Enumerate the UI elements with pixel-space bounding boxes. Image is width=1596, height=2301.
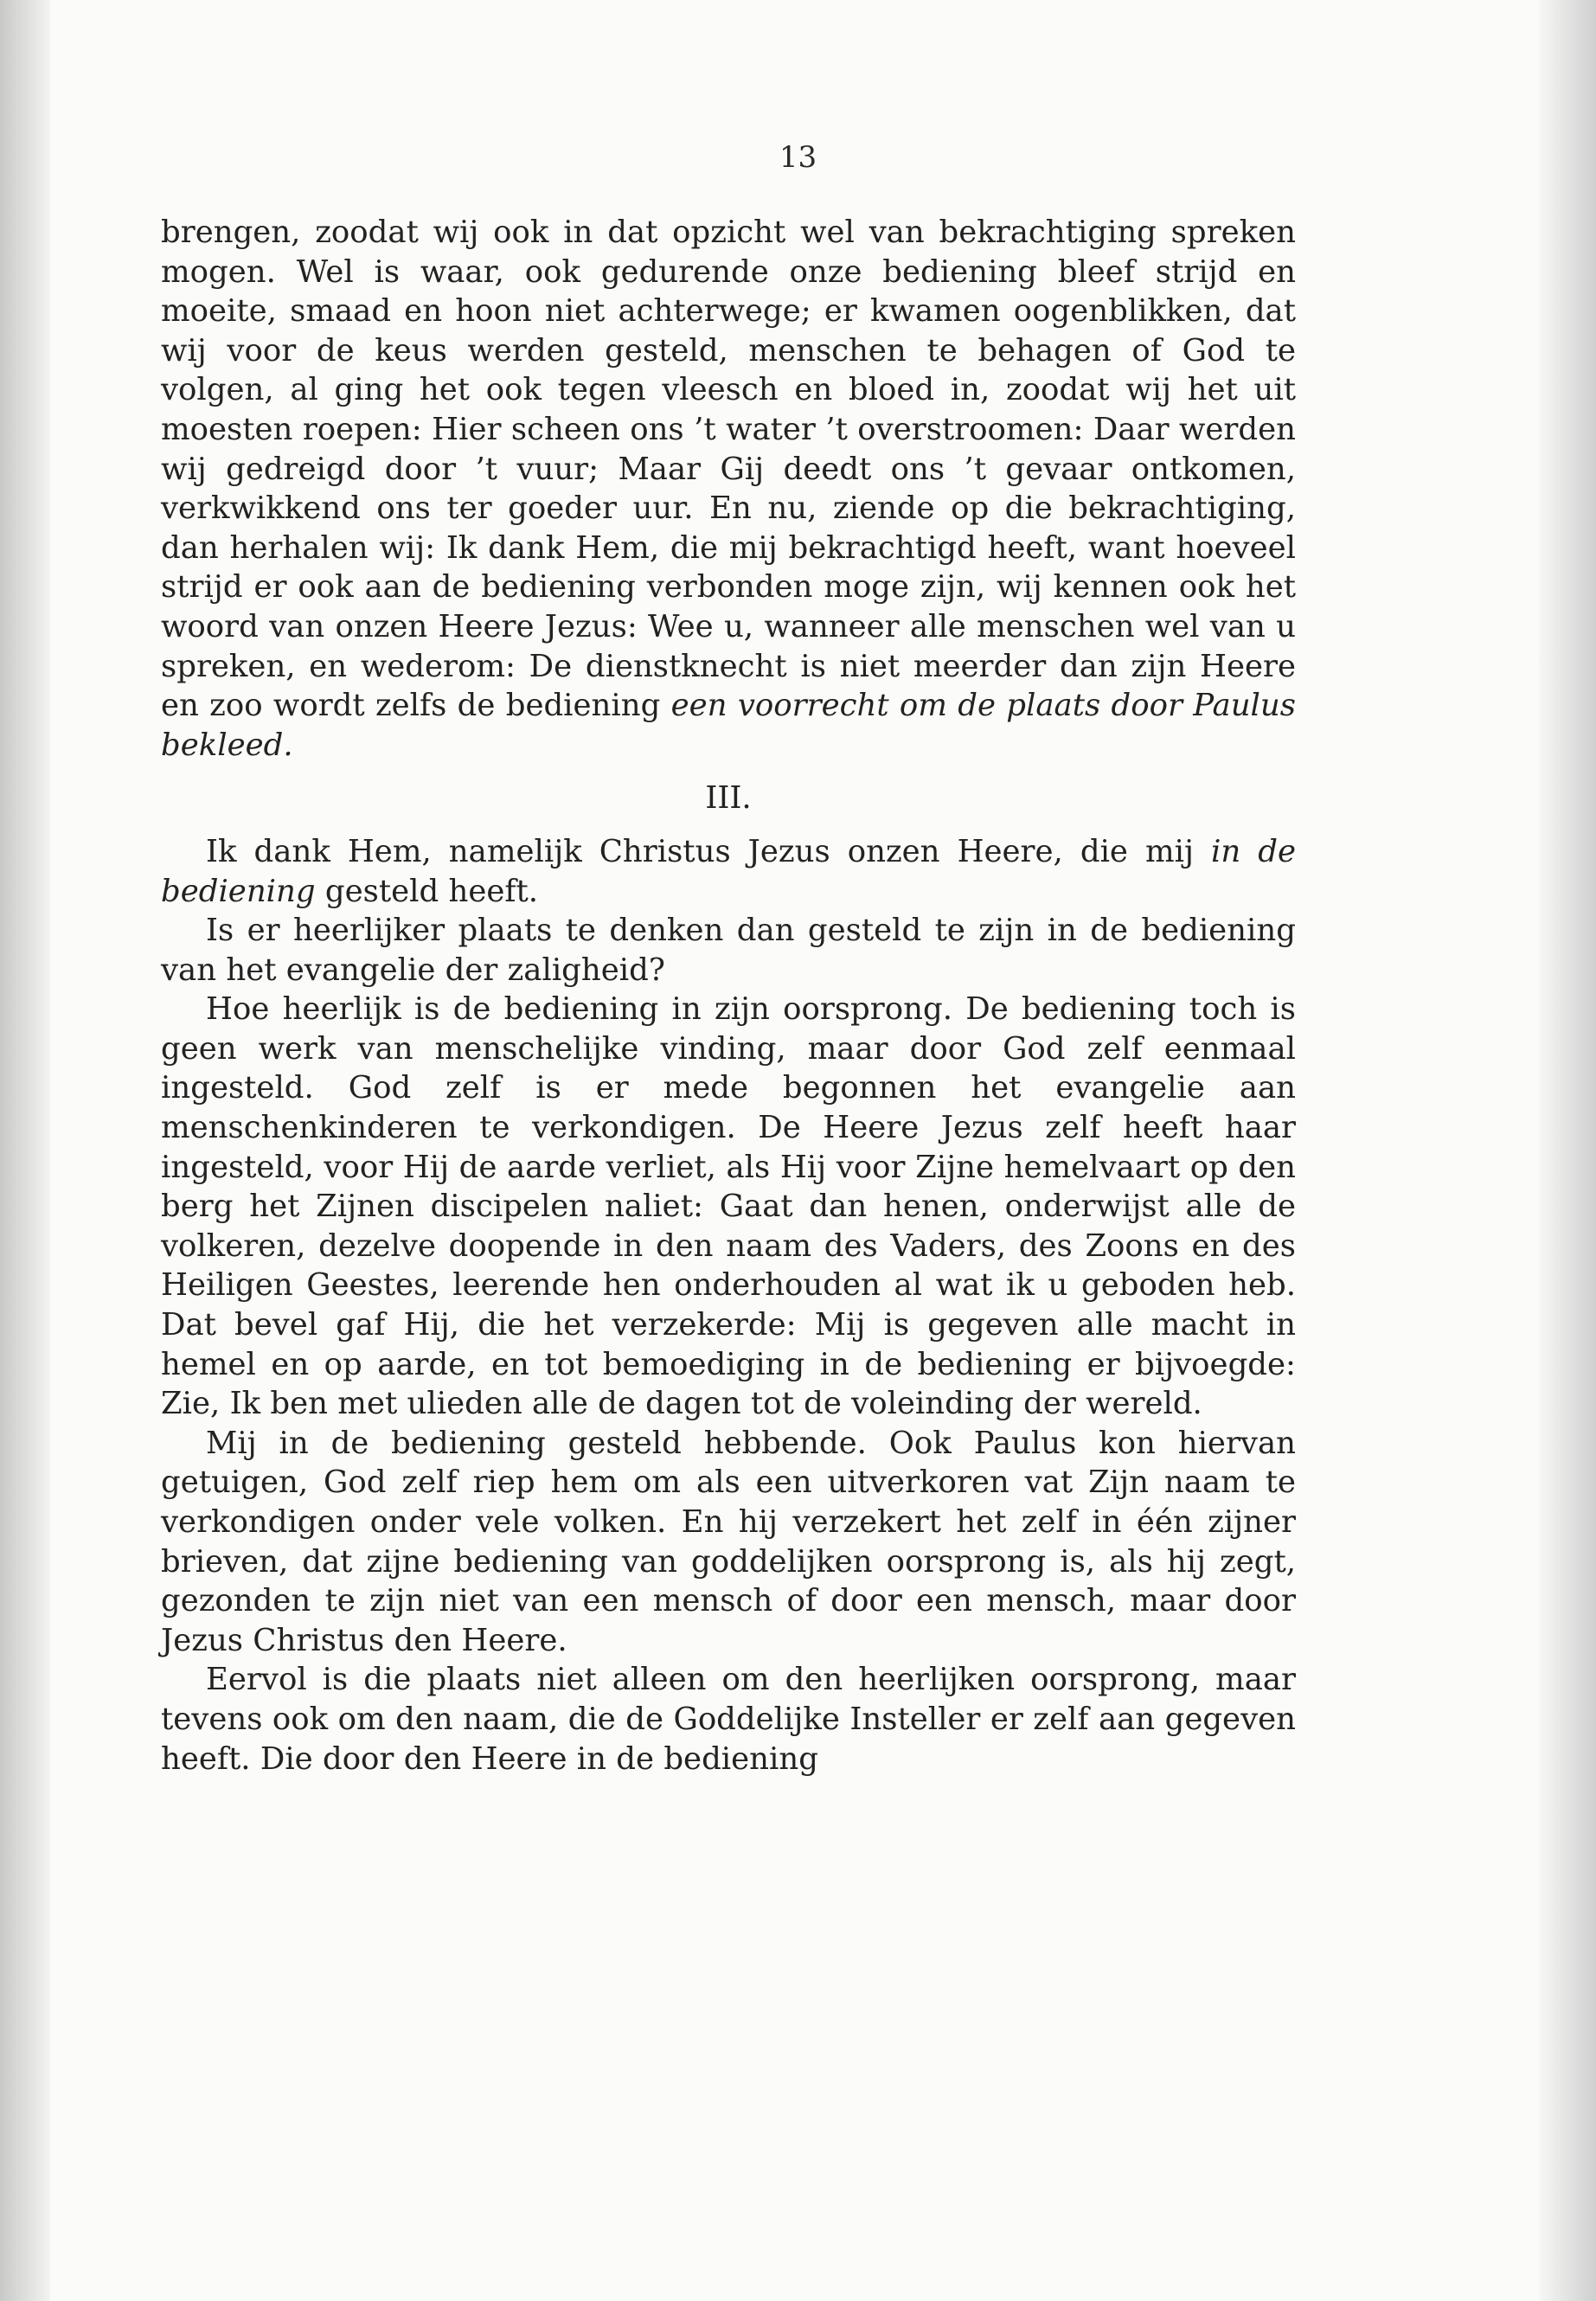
page-edge-left [0,0,50,2301]
body-text [161,213,1296,1779]
paragraph-honour: Eervol is die plaats niet alleen om den heerlijken oorsprong, maar tevens ook om den naam, die de Goddelijke Insteller er zelf aan gegeven heeft. Die door den Heere in de bediening [161,1662,1296,1777]
paragraph-text: brengen, zoodat wij ook in dat opzicht wel van bekrachtiging spreken mogen. Wel is waar, ook gedurende onze bediening bleef strijd en moeite, smaad en hoon niet achterwege; er kwamen oogenblikken, dat wij voor de keus werden gesteld, menschen te behagen of God te volgen, al ging het ook tegen vleesch en bloed in, zoodat wij het uit moesten roepen: Hier scheen ons ’t water ’t overstroomen: Daar werden wij gedreigd door ’t vuur; Maar Gij deedt ons ’t gevaar ontkomen, verkwikkend ons ter goeder uur. En nu, ziende op die bekrachtiging, dan herhalen wij: Ik dank Hem, die mij bekrachtigd heeft, want hoeveel strijd er ook aan de bediening verbonden moge zijn, wij kennen ook het woord van onzen Heere Jezus: Wee u, wanneer alle menschen wel van u spreken, en wederom: De dienstknecht is niet meerder dan zijn Heere en zoo wordt zelfs de bediening [161,215,1296,724]
section-heading: III. [705,780,752,817]
italic-phrase: in de bediening [161,833,1296,909]
paragraph-question: Is er heerlijker plaats te denken dan gesteld te zijn in de bediening van het evangelie der zaligheid? [161,913,1296,988]
paragraph-thesis [161,832,1296,911]
page-edge-right [1539,0,1596,2301]
paragraph-origin: Hoe heerlijk is de bediening in zijn oorsprong. De bediening toch is geen werk van menschelijke vinding, maar door God zelf eenmaal ingesteld. God zelf is er mede begonnen het evangelie aan menschenkinderen te verkondigen. De Heere Jezus zelf heeft haar ingesteld, voor Hij de aarde verliet, als Hij voor Zijne hemelvaart op den berg het Zijnen discipelen naliet: Gaat dan henen, onderwijst alle de volkeren, dezelve doopende in den naam des Vaders, des Zoons en des Heiligen Geestes, leerende hen onderhouden al wat ik u geboden heb. Dat bevel gaf Hij, die het verzekerde: Mij is gegeven alle macht in hemel en op aarde, en tot bemoediging in de bediening er bijvoegde: Zie, Ik ben met ulieden alle de dagen tot de voleinding der wereld. [161,991,1296,1422]
italic-phrase: een voorrecht om de plaats door Paulus bekleed. [161,688,1296,763]
paragraph-text: Ik dank Hem, namelijk Christus Jezus onzen Heere, die mij [206,833,1212,869]
paragraph-paulus: Mij in de bediening gesteld hebbende. Ook Paulus kon hiervan getuigen, God zelf riep hem om als een uitverkoren vat Zijn naam te verkondigen onder vele volken. En hij verzekert het zelf in één zijner brieven, dat zijne bediening van goddelijken oorsprong is, als hij zegt, gezonden te zijn niet van een mensch of door een mensch, maar door Jezus Christus den Heere. [161,1425,1296,1658]
page-number: 13 [779,140,817,175]
paragraph-text-tail: gesteld heeft. [315,873,539,909]
paragraph-continuation [161,213,1296,765]
